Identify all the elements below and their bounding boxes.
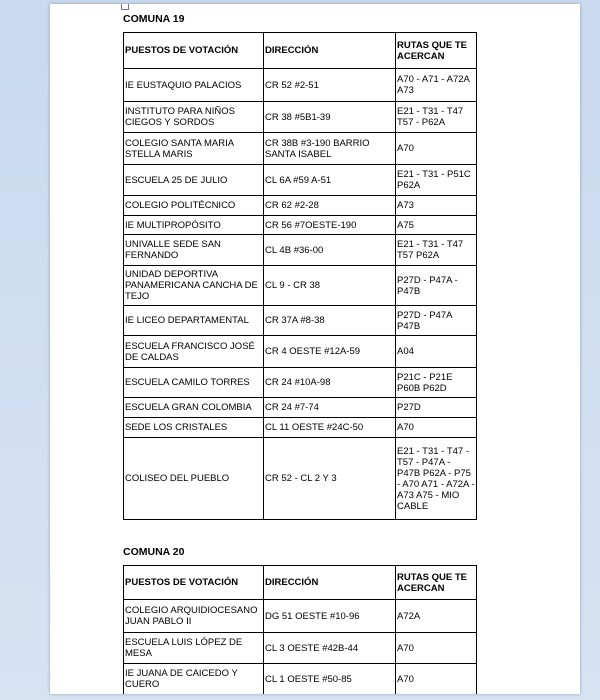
cell-direccion: DG 51 OESTE #10-96 [264,600,396,633]
table-row [124,102,477,133]
header-puesto: PUESTOS DE VOTACIÓN [124,566,264,600]
cell-direccion: CR 37A #8-38 [264,306,396,336]
cell-direccion: CL 6A #59 A-51 [264,165,396,196]
cell-rutas: A04 [396,336,477,368]
cell-rutas: A75 [396,216,477,235]
cell-puesto: INSTITUTO PARA NIÑOS CIEGOS Y SORDOS [124,102,264,133]
comuna-20-title: COMUNA 20 [123,546,185,558]
cell-rutas: E21 - T31 - T47 - T57 - P47A - P47B P62A - P75 - A70 A71 - A72A - A73 A75 - MIO CABLE [396,438,477,520]
cell-rutas: P27D - P47A - P47B [396,266,477,306]
cell-direccion: CR 52 #2-51 [264,69,396,102]
table-row [124,438,477,520]
comuna-19-title: COMUNA 19 [123,13,185,25]
table-row [124,235,477,266]
cell-direccion: CL 4B #36-00 [264,235,396,266]
cell-rutas: A70 [396,664,477,695]
header-puesto: PUESTOS DE VOTACIÓN [124,33,264,69]
cell-rutas: A70 - A71 - A72A A73 [396,69,477,102]
cell-puesto: UNIVALLE SEDE SAN FERNANDO [124,235,264,266]
document-page [50,4,580,694]
table-row [124,418,477,438]
cell-puesto: COLEGIO POLITÉCNICO [124,196,264,216]
cell-puesto: ESCUELA LUIS LÓPEZ DE MESA [124,633,264,664]
table-row [124,216,477,235]
cell-direccion: CL 9 - CR 38 [264,266,396,306]
table-row [124,398,477,418]
cell-rutas: A70 [396,633,477,664]
table-row [124,266,477,306]
header-direccion: DIRECCIÓN [264,566,396,600]
cell-rutas: E21 - T31 - P51C P62A [396,165,477,196]
cell-direccion: CR 38 #5B1-39 [264,102,396,133]
table-row [124,133,477,165]
cell-puesto: SEDE LOS CRISTALES [124,418,264,438]
cell-puesto: UNIDAD DEPORTIVA PANAMERICANA CANCHA DE TEJO [124,266,264,306]
table-row [124,69,477,102]
text-cursor-icon [121,4,129,10]
cell-rutas: P27D [396,398,477,418]
table-row [124,336,477,368]
cell-puesto: COLEGIO ARQUIDIOCESANO JUAN PABLO II [124,600,264,633]
cell-puesto: IE EUSTAQUIO PALACIOS [124,69,264,102]
cell-rutas: A73 [396,196,477,216]
cell-puesto: IE JUANA DE CAICEDO Y CUERO [124,664,264,695]
cell-puesto: COLISEO DEL PUEBLO [124,438,264,520]
cell-rutas: A70 [396,133,477,165]
table-row [124,664,477,695]
cell-direccion: CR 62 #2-28 [264,196,396,216]
cell-direccion: CR 56 #7OESTE-190 [264,216,396,235]
cell-puesto: ESCUELA CAMILO TORRES [124,368,264,398]
cell-direccion: CR 4 OESTE #12A-59 [264,336,396,368]
header-direccion: DIRECCIÓN [264,33,396,69]
table-row [124,368,477,398]
table-row [124,633,477,664]
cell-direccion: CL 11 OESTE #24C-50 [264,418,396,438]
table-row [124,165,477,196]
cell-puesto: ESCUELA 25 DE JULIO [124,165,264,196]
cell-puesto: ESCUELA FRANCISCO JOSÉ DE CALDAS [124,336,264,368]
cell-direccion: CR 24 #10A-98 [264,368,396,398]
comuna-20-table [123,565,477,694]
cell-rutas: E21 - T31 - T47 T57 - P62A [396,102,477,133]
cell-direccion: CR 24 #7-74 [264,398,396,418]
table-header-row [124,566,477,600]
cell-puesto: IE MULTIPROPÓSITO [124,216,264,235]
table-row [124,196,477,216]
cell-rutas: A70 [396,418,477,438]
header-rutas: RUTAS QUE TE ACERCAN [396,33,477,69]
table-row [124,306,477,336]
cell-puesto: IE LICEO DEPARTAMENTAL [124,306,264,336]
cell-puesto: COLEGIO SANTA MARIA STELLA MARIS [124,133,264,165]
cell-direccion: CR 38B #3-190 BARRIO SANTA ISABEL [264,133,396,165]
cell-puesto: ESCUELA GRAN COLOMBIA [124,398,264,418]
cell-direccion: CL 1 OESTE #50-85 [264,664,396,695]
comuna-19-table [123,32,477,520]
cell-rutas: E21 - T31 - T47 T57 P62A [396,235,477,266]
table-header-row [124,33,477,69]
cell-direccion: CL 3 OESTE #42B-44 [264,633,396,664]
cell-rutas: P21C - P21E P60B P62D [396,368,477,398]
table-row [124,600,477,633]
cell-rutas: P27D - P47A P47B [396,306,477,336]
cell-direccion: CR 52 - CL 2 Y 3 [264,438,396,520]
header-rutas: RUTAS QUE TE ACERCAN [396,566,477,600]
cell-rutas: A72A [396,600,477,633]
